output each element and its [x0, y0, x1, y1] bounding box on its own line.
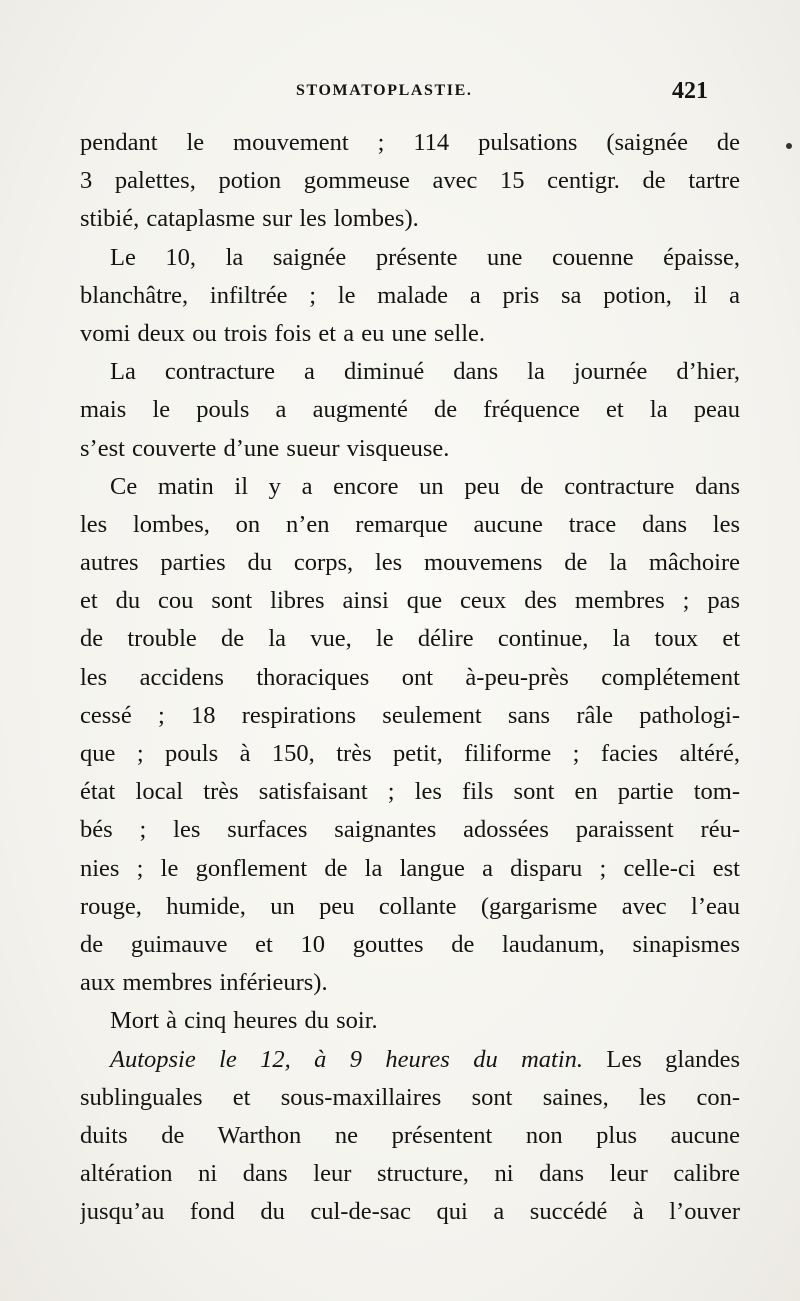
text-line: stibié, cataplasme sur les lombes). [80, 205, 419, 233]
text-line: blanchâtre, infiltrée ; le malade a pris sa potion, il a [80, 281, 740, 309]
paragraph [80, 1002, 740, 1040]
text-line: et du cou sont libres ainsi que ceux des membres ; pas [80, 587, 740, 615]
page-header [0, 78, 800, 108]
paragraph-list [80, 124, 740, 1041]
body-text [80, 124, 740, 1231]
autopsy-italic-lead: Autopsie le 12, à 9 heures du matin. [110, 1045, 584, 1073]
running-title: STOMATOPLASTIE. [296, 82, 473, 99]
text-line: bés ; les surfaces saignantes adossées paraissent réu- [80, 816, 740, 844]
autopsy-line: jusqu’au fond du cul-de-sac qui a succédé à l’ouver [80, 1198, 740, 1226]
text-line: que ; pouls à 150, très petit, filiforme ; facies altéré, [80, 740, 740, 767]
text-line: de trouble de la vue, le délire continue, la toux et [80, 625, 740, 653]
paragraph [80, 124, 740, 239]
text-line: mais le pouls a augmenté de fréquence et la peau [80, 396, 740, 424]
paragraph [80, 353, 740, 468]
text-line: Mort à cinq heures du soir. [110, 1007, 378, 1035]
autopsy-first-line-rest: Les glandes [583, 1045, 740, 1073]
text-line: rouge, humide, un peu collante (gargarisme avec l’eau [80, 892, 740, 920]
text-line: 3 palettes, potion gommeuse avec 15 centigr. de tartre [80, 167, 740, 195]
autopsy-line: altération ni dans leur structure, ni dans leur calibre [80, 1160, 740, 1188]
page-number: 421 [672, 78, 708, 104]
paragraph [80, 239, 740, 354]
text-line: nies ; le gonflement de la langue a disparu ; celle-ci est [80, 854, 740, 882]
text-line: cessé ; 18 respirations seulement sans râle pathologi- [80, 701, 740, 729]
text-line: les accidens thoraciques ont à-peu-près complétement [80, 663, 740, 691]
autopsy-line: duits de Warthon ne présentent non plus aucune [80, 1121, 740, 1149]
paragraph [80, 468, 740, 1003]
text-line: La contracture a diminué dans la journée d’hier, [110, 358, 740, 386]
text-line: Ce matin il y a encore un peu de contracture dans [110, 472, 740, 500]
text-line: vomi deux ou trois fois et a eu une selle. [80, 319, 485, 347]
autopsy-line: sublinguales et sous-maxillaires sont saines, les con- [80, 1083, 740, 1111]
text-line: aux membres inférieurs). [80, 969, 328, 997]
text-line: état local très satisfaisant ; les fils sont en partie tom- [80, 778, 740, 806]
text-line: les lombes, on n’en remarque aucune trace dans les [80, 510, 740, 538]
text-line: de guimauve et 10 gouttes de laudanum, sinapismes [80, 930, 740, 958]
ink-speck [786, 143, 792, 149]
text-line: autres parties du corps, les mouvemens de la mâchoire [80, 549, 740, 577]
text-line: pendant le mouvement ; 114 pulsations (saignée de [80, 129, 740, 156]
autopsy-first-line [80, 1041, 740, 1079]
text-line: s’est couverte d’une sueur visqueuse. [80, 434, 450, 462]
autopsy-paragraph [80, 1041, 740, 1232]
text-line: Le 10, la saignée présente une couenne épaisse, [110, 243, 740, 271]
